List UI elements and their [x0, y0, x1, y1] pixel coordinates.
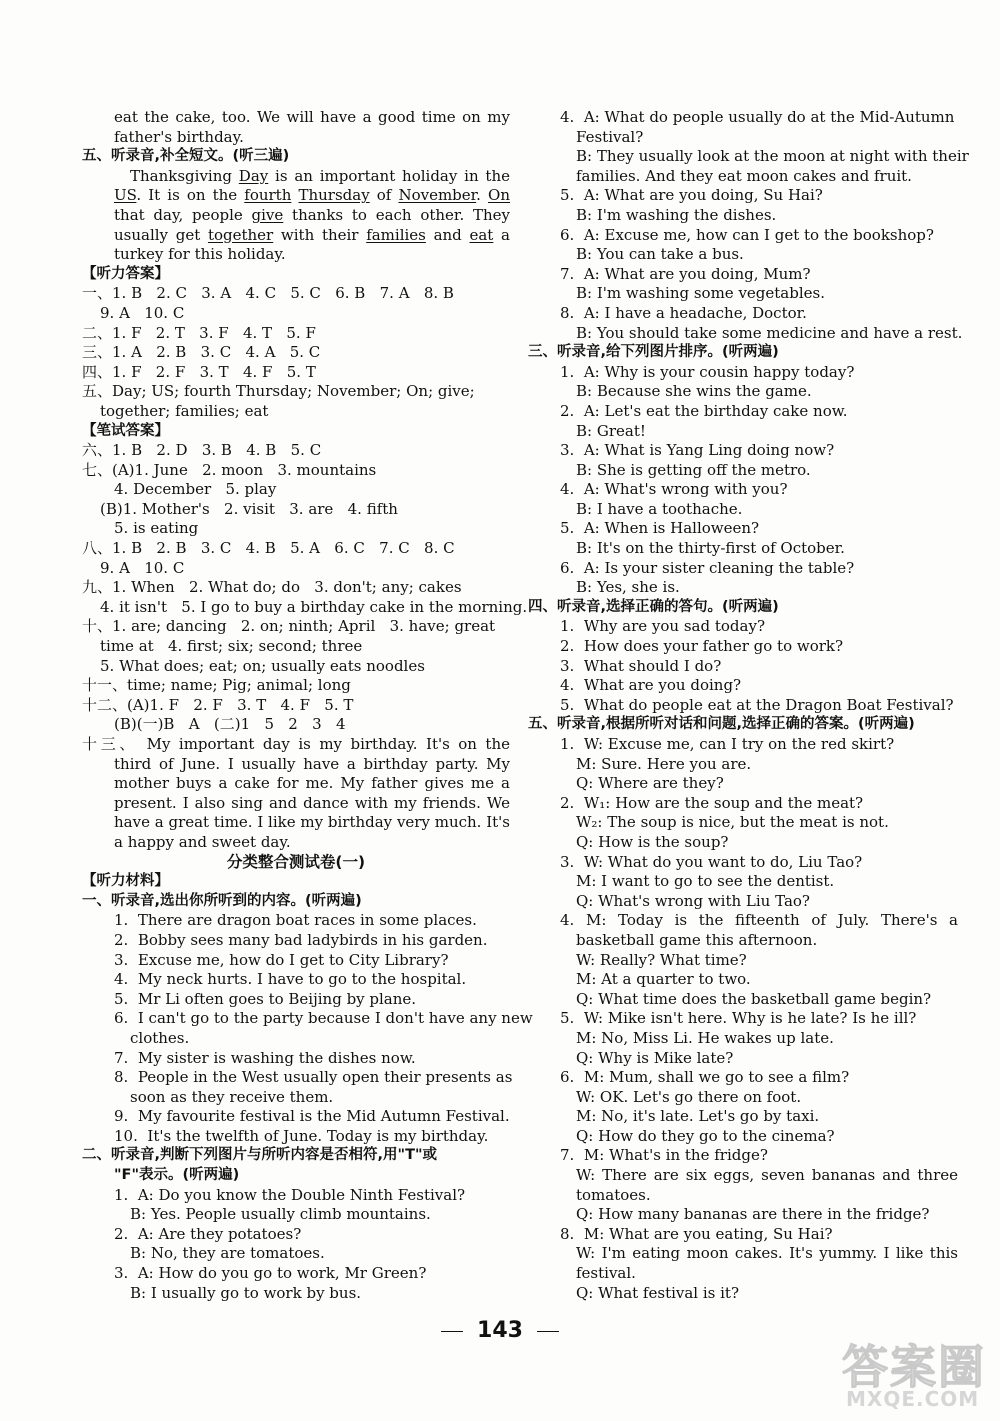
filled-blank: fourth [244, 186, 292, 205]
text-line: 2. A: Are they potatoes? [114, 1224, 302, 1243]
filled-blank: US [114, 186, 137, 205]
text-line: 十、1. are; dancing 2. on; ninth; April 3. have; great [82, 617, 496, 636]
text-line: 4. A: What do people usually do at the Mid-Autumn [560, 108, 955, 126]
text-line: 7. My sister is washing the dishes now. [114, 1048, 416, 1067]
text-line: B: You can take a bus. [576, 245, 744, 264]
text-line: B: I'm washing some vegetables. [576, 284, 825, 303]
text-segment: usually get [114, 225, 208, 244]
text-line: B: I'm washing the dishes. [576, 205, 777, 224]
text-line [82, 167, 510, 187]
text-line: 5. A: When is Halloween? [560, 519, 760, 538]
filled-blank: give [251, 205, 284, 224]
text-line: together; families; eat [100, 401, 269, 420]
text-line: have a great time. I like my birthday very much. It's [114, 813, 510, 832]
text-line: (B)1. Mother's 2. visit 3. are 4. fifth [100, 499, 398, 518]
text-line: 三、1. A 2. B 3. C 4. A 5. C [82, 343, 321, 362]
text-line [82, 186, 510, 206]
watermark-glyphs: 答案圈 [842, 1340, 986, 1394]
text-line: 5. What does; eat; on; usually eats noodles [100, 656, 425, 675]
text-line: 1. A: Why is your cousin happy today? [560, 362, 855, 381]
text-line: 1. There are dragon boat races in some places. [114, 911, 477, 930]
text-line: 二、1. F 2. T 3. F 4. T 5. F [82, 323, 316, 342]
section-heading: 二、听录音,判断下列图片与所听内容是否相符,用"T"或 [82, 1147, 438, 1164]
text-line: (B)(一)B A (二)1 5 2 3 4 [114, 715, 346, 734]
text-line: 4. M: Today is the fifteenth of July. There's a [560, 911, 958, 930]
text-line: 3. What should I do? [560, 656, 722, 675]
text-line: 4. A: What's wrong with you? [560, 480, 788, 499]
text-line: 七、(A)1. June 2. moon 3. mountains [82, 460, 377, 479]
text-line: M: At a quarter to two. [576, 970, 751, 989]
section-heading: 五、听录音,根据所听对话和问题,选择正确的答案。(听两遍) [528, 716, 915, 733]
text-line: 3. A: What is Yang Ling doing now? [560, 441, 835, 460]
text-line: 1. Why are you sad today? [560, 617, 765, 636]
text-line: 6. A: Is your sister cleaning the table? [560, 558, 855, 577]
text-segment: a [493, 225, 510, 244]
section-heading: 一、听录音,选出你所听到的内容。(听两遍) [82, 892, 362, 909]
text-segment: is an important holiday in the [268, 166, 510, 185]
text-line: 5. is eating [114, 519, 199, 538]
text-line: 六、1. B 2. D 3. B 4. B 5. C [82, 441, 322, 460]
text-line: 1. W: Excuse me, can I try on the red skirt? [560, 735, 895, 753]
watermark-logo [836, 1331, 986, 1413]
text-line: 7. M: What's in the fridge? [560, 1146, 768, 1165]
text-line: 6. A: Excuse me, how can I get to the bookshop? [560, 225, 934, 244]
text-line: 2. How does your father go to work? [560, 637, 844, 656]
text-line: Q: What's wrong with Liu Tao? [576, 891, 810, 910]
section-heading: 【听力答案】 [82, 265, 169, 282]
section-heading: 五、听录音,补全短文。(听三遍) [82, 148, 290, 165]
text-line: a happy and sweet day. [114, 832, 291, 851]
text-line: 8. A: I have a headache, Doctor. [560, 303, 807, 322]
text-line: 四、1. F 2. F 3. T 4. F 5. T [82, 362, 316, 381]
filled-blank: eat [469, 225, 494, 244]
text-line: third of June. I usually have a birthday party. My [114, 754, 510, 773]
text-line: clothes. [130, 1028, 190, 1047]
text-line: 3. A: How do you go to work, Mr Green? [114, 1264, 427, 1283]
section-heading: "F"表示。(听两遍) [114, 1167, 240, 1184]
text-line: 10. It's the twelfth of June. Today is my birthday. [114, 1126, 489, 1145]
text-line: B: Great! [576, 421, 646, 440]
right-column [528, 108, 969, 1303]
text-line: 十二、(A)1. F 2. F 3. T 4. F 5. T [82, 695, 354, 714]
filled-blank: On [488, 186, 510, 205]
text-line: 4. My neck hurts. I have to go to the hospital. [114, 970, 467, 989]
text-line: 7. A: What are you doing, Mum? [560, 264, 811, 283]
text-line: mother buys a cake for me. My father gives me a [114, 774, 510, 793]
text-line: families. And they eat moon cakes and fruit. [576, 166, 912, 185]
page-number-dash-right [537, 1331, 559, 1332]
text-line: Q: How many bananas are there in the fridge? [576, 1205, 930, 1224]
page-number-dash-left [441, 1331, 463, 1332]
text-line: 五、Day; US; fourth Thursday; November; On; give; [82, 382, 475, 401]
text-line: W₂: The soup is nice, but the meat is not. [576, 813, 889, 832]
text-line: 3. W: What do you want to do, Liu Tao? [560, 852, 863, 871]
text-line: B: No, they are tomatoes. [130, 1244, 325, 1263]
text-segment: that day, people [114, 205, 252, 224]
text-line: 八、1. B 2. B 3. C 4. B 5. A 6. C 7. C 8. C [82, 539, 455, 558]
text-segment: thanks to each other. They [283, 205, 510, 224]
text-line: tomatoes. [576, 1185, 651, 1204]
text-line: B: I usually go to work by bus. [130, 1283, 362, 1302]
text-line: turkey for this holiday. [114, 245, 286, 264]
left-column [82, 108, 533, 1303]
section-heading: 三、听录音,给下列图片排序。(听两遍) [528, 344, 779, 361]
text-line: B: You should take some medicine and have a rest. [576, 323, 963, 342]
text-line: basketball game this afternoon. [576, 930, 818, 949]
text-line: 3. Excuse me, how do I get to City Library? [114, 950, 449, 969]
section-heading: 【听力材料】 [82, 873, 169, 890]
filled-blank: November [398, 186, 477, 205]
text-line: Q: What festival is it? [576, 1283, 740, 1302]
text-line [82, 206, 510, 226]
text-segment: of [369, 186, 399, 205]
text-line: festival. [576, 1264, 636, 1283]
text-line: 2. W₁: How are the soup and the meat? [560, 793, 864, 812]
text-line: Q: Where are they? [576, 774, 724, 793]
filled-blank: Thursday [298, 186, 370, 205]
text-line: 4. What are you doing? [560, 676, 742, 695]
text-line: 2. A: Let's eat the birthday cake now. [560, 401, 848, 420]
section-title: 分类整合测试卷(一) [226, 852, 366, 871]
text-line: eat the cake, too. We will have a good time on my [114, 108, 510, 126]
text-line: Q: Why is Mike late? [576, 1048, 734, 1067]
text-line: 1. A: Do you know the Double Ninth Festival? [114, 1185, 466, 1204]
text-line [82, 226, 510, 246]
text-line: 4. it isn't 5. I go to buy a birthday cake in the morning. [100, 597, 528, 616]
text-line: soon as they receive them. [130, 1087, 334, 1106]
text-line: B: They usually look at the moon at night with their [576, 147, 969, 166]
text-line: 6. I can't go to the party because I don't have any new [114, 1009, 533, 1028]
page-number-text: 143 [477, 1318, 523, 1343]
text-line: B: Because she wins the game. [576, 382, 812, 401]
text-line: father's birthday. [114, 127, 244, 146]
text-segment: with their [273, 225, 367, 244]
text-line: 5. Mr Li often goes to Beijing by plane. [114, 989, 417, 1008]
text-line: 十一、time; name; Pig; animal; long [82, 676, 351, 695]
text-line: Q: What time does the basketball game begin? [576, 989, 932, 1008]
text-line: B: Yes, she is. [576, 578, 680, 597]
text-line: W: OK. Let's go there on foot. [576, 1087, 802, 1106]
text-line: B: She is getting off the metro. [576, 460, 811, 479]
text-line: B: It's on the thirty-first of October. [576, 539, 845, 558]
text-segment: Thanksgiving [130, 166, 239, 185]
text-line: 8. People in the West usually open their presents as [114, 1068, 513, 1087]
filled-blank: families [366, 225, 426, 244]
text-line: 九、1. When 2. What do; do 3. don't; any; cakes [82, 578, 462, 597]
text-line: M: No, it's late. Let's go by taxi. [576, 1107, 820, 1126]
text-line: 9. A 10. C [100, 558, 185, 577]
section-heading: 四、听录音,选择正确的答句。(听两遍) [528, 598, 779, 615]
text-line: 4. December 5. play [114, 480, 277, 499]
text-line: 5. What do people eat at the Dragon Boat Festival? [560, 695, 954, 714]
text-line: 6. M: Mum, shall we go to see a film? [560, 1068, 850, 1087]
text-line: Q: How do they go to the cinema? [576, 1126, 835, 1145]
watermark-site: MXQE.COM [846, 1387, 980, 1411]
text-line: B: I have a toothache. [576, 499, 743, 518]
text-line: 一、1. B 2. C 3. A 4. C 5. C 6. B 7. A 8. B [82, 284, 454, 303]
text-line: B: Yes. People usually climb mountains. [130, 1205, 431, 1224]
text-line: 十三、 My important day is my birthday. It's on the [82, 735, 510, 753]
text-line: 8. M: What are you eating, Su Hai? [560, 1224, 833, 1243]
text-line: M: I want to go to see the dentist. [576, 872, 835, 891]
text-line: present. I also sing and dance with my friends. We [114, 793, 510, 812]
text-line: M: No, Miss Li. He wakes up late. [576, 1028, 834, 1047]
text-line: Q: How is the soup? [576, 832, 729, 851]
text-line: 5. W: Mike isn't here. Why is he late? Is he ill? [560, 1009, 917, 1028]
text-line: W: Really? What time? [576, 950, 747, 969]
text-line: 9. My favourite festival is the Mid Autumn Festival. [114, 1107, 510, 1126]
text-line: 5. A: What are you doing, Su Hai? [560, 186, 823, 205]
text-line: W: There are six eggs, seven bananas and three [576, 1166, 958, 1185]
text-line: 2. Bobby sees many bad ladybirds in his garden. [114, 930, 488, 949]
text-line: 9. A 10. C [100, 303, 185, 322]
text-line: Festival? [576, 127, 644, 146]
section-heading: 【笔试答案】 [82, 422, 169, 439]
filled-blank: together [207, 225, 274, 244]
text-segment: and [425, 225, 470, 244]
text-line: W: I'm eating moon cakes. It's yummy. I like this [576, 1244, 958, 1263]
text-line: time at 4. first; six; second; three [100, 637, 363, 656]
filled-blank: Day [238, 166, 269, 185]
text-segment: . [476, 186, 489, 205]
text-line: M: Sure. Here you are. [576, 754, 752, 773]
text-segment: . It is on the [136, 186, 245, 205]
